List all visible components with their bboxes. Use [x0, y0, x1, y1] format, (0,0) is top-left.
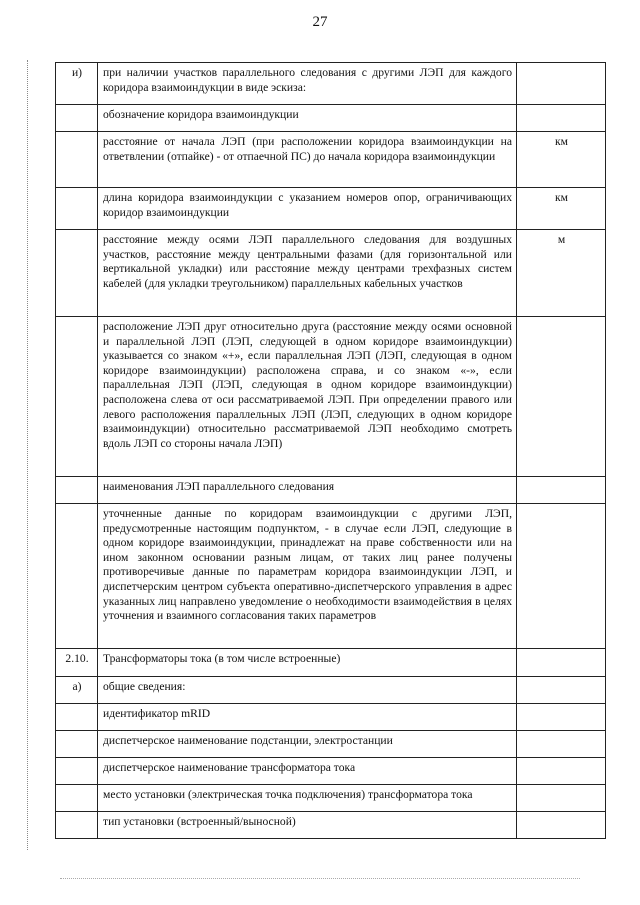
page-number: 27: [312, 14, 328, 30]
table-row: [56, 812, 606, 839]
scan-edge-line: [27, 60, 28, 850]
row-text: уточненные данные по коридорам взаимоиндукции с другими ЛЭП, предусмотренные настоящим подпунктом, - в случае если ЛЭП, следующие в одном коридоре взаимоиндукции, принадлежат на праве собственности или на ином законном основании разным лицам, от таких лиц ранее получены противоречивые данные по параметрам коридора взаимоиндукции ЛЭП, и диспетчерским центром субъекта оперативно-диспетчерского управления в адрес указанных лиц направлено уведомление о необходимости взаимодействия в целях уточнения и взаимного согласования таких параметров: [98, 504, 517, 649]
row-number: и): [56, 63, 98, 105]
row-number: [56, 785, 98, 812]
row-number: [56, 132, 98, 188]
row-unit: [517, 477, 606, 504]
row-unit: [517, 758, 606, 785]
table-row: [56, 504, 606, 649]
table-row: [56, 785, 606, 812]
row-unit: [517, 704, 606, 731]
table-row: [56, 649, 606, 677]
row-text: тип установки (встроенный/выносной): [98, 812, 517, 839]
row-text: диспетчерское наименование трансформатора тока: [98, 758, 517, 785]
row-unit: [517, 785, 606, 812]
row-unit: [517, 317, 606, 477]
row-unit: км: [517, 132, 606, 188]
row-text: наименования ЛЭП параллельного следования: [98, 477, 517, 504]
table-row: [56, 317, 606, 477]
row-unit: [517, 504, 606, 649]
row-number: [56, 230, 98, 317]
table-row: [56, 188, 606, 230]
row-number: [56, 504, 98, 649]
row-unit: [517, 677, 606, 704]
table-row: [56, 731, 606, 758]
row-text: Трансформаторы тока (в том числе встроенные): [98, 649, 517, 677]
row-unit: [517, 63, 606, 105]
row-text: место установки (электрическая точка подключения) трансформатора тока: [98, 785, 517, 812]
row-number: [56, 188, 98, 230]
table-row: [56, 132, 606, 188]
scan-bottom-line: [60, 878, 580, 879]
row-number: [56, 477, 98, 504]
table-row: [56, 230, 606, 317]
table-row: [56, 105, 606, 132]
table-row: [56, 677, 606, 704]
spec-table: [55, 62, 606, 839]
row-text: расстояние между осями ЛЭП параллельного следования для воздушных участков, расстояние между центральными фазами (для горизонтальной или вертикальной укладки) или расстояние между центрами трехфазных систем кабелей (для укладки треугольником) параллельных кабельных участков: [98, 230, 517, 317]
row-number: [56, 812, 98, 839]
row-number: [56, 758, 98, 785]
row-number: [56, 704, 98, 731]
row-number: [56, 105, 98, 132]
row-text: расстояние от начала ЛЭП (при расположении коридора взаимоиндукции на ответвлении (отпайке) - от отпаечной ПС) до начала коридора взаимоиндукции: [98, 132, 517, 188]
row-unit: м: [517, 230, 606, 317]
row-text: общие сведения:: [98, 677, 517, 704]
row-text: идентификатор mRID: [98, 704, 517, 731]
row-unit: км: [517, 188, 606, 230]
row-number: а): [56, 677, 98, 704]
row-text: расположение ЛЭП друг относительно друга (расстояние между осями основной и параллельной ЛЭП (ЛЭП, следующей в одном коридоре взаимоиндукции) указывается со знаком «+», если параллельная ЛЭП (ЛЭП, следующая в одном коридоре взаимоиндукции) расположена справа, и со знаком «-», если параллельная ЛЭП (ЛЭП, следующая в одном коридоре взаимоиндукции) расположена слева от оси рассматриваемой ЛЭП. При определении правого или левого расположения параллельных ЛЭП (ЛЭП, следующих в одном коридоре взаимоиндукции) относительно рассматриваемой ЛЭП необходимо смотреть вдоль ЛЭП со стороны начала ЛЭП): [98, 317, 517, 477]
row-unit: [517, 812, 606, 839]
row-number: [56, 731, 98, 758]
table-row: [56, 758, 606, 785]
table-row: [56, 704, 606, 731]
row-unit: [517, 105, 606, 132]
row-text: обозначение коридора взаимоиндукции: [98, 105, 517, 132]
table-row: [56, 477, 606, 504]
row-text: при наличии участков параллельного следования с другими ЛЭП для каждого коридора взаимоиндукции в виде эскиза:: [98, 63, 517, 105]
row-number: [56, 317, 98, 477]
row-text: длина коридора взаимоиндукции с указанием номеров опор, ограничивающих коридор взаимоиндукции: [98, 188, 517, 230]
row-number: 2.10.: [56, 649, 98, 677]
table-row: [56, 63, 606, 105]
row-unit: [517, 731, 606, 758]
row-text: диспетчерское наименование подстанции, электростанции: [98, 731, 517, 758]
row-unit: [517, 649, 606, 677]
